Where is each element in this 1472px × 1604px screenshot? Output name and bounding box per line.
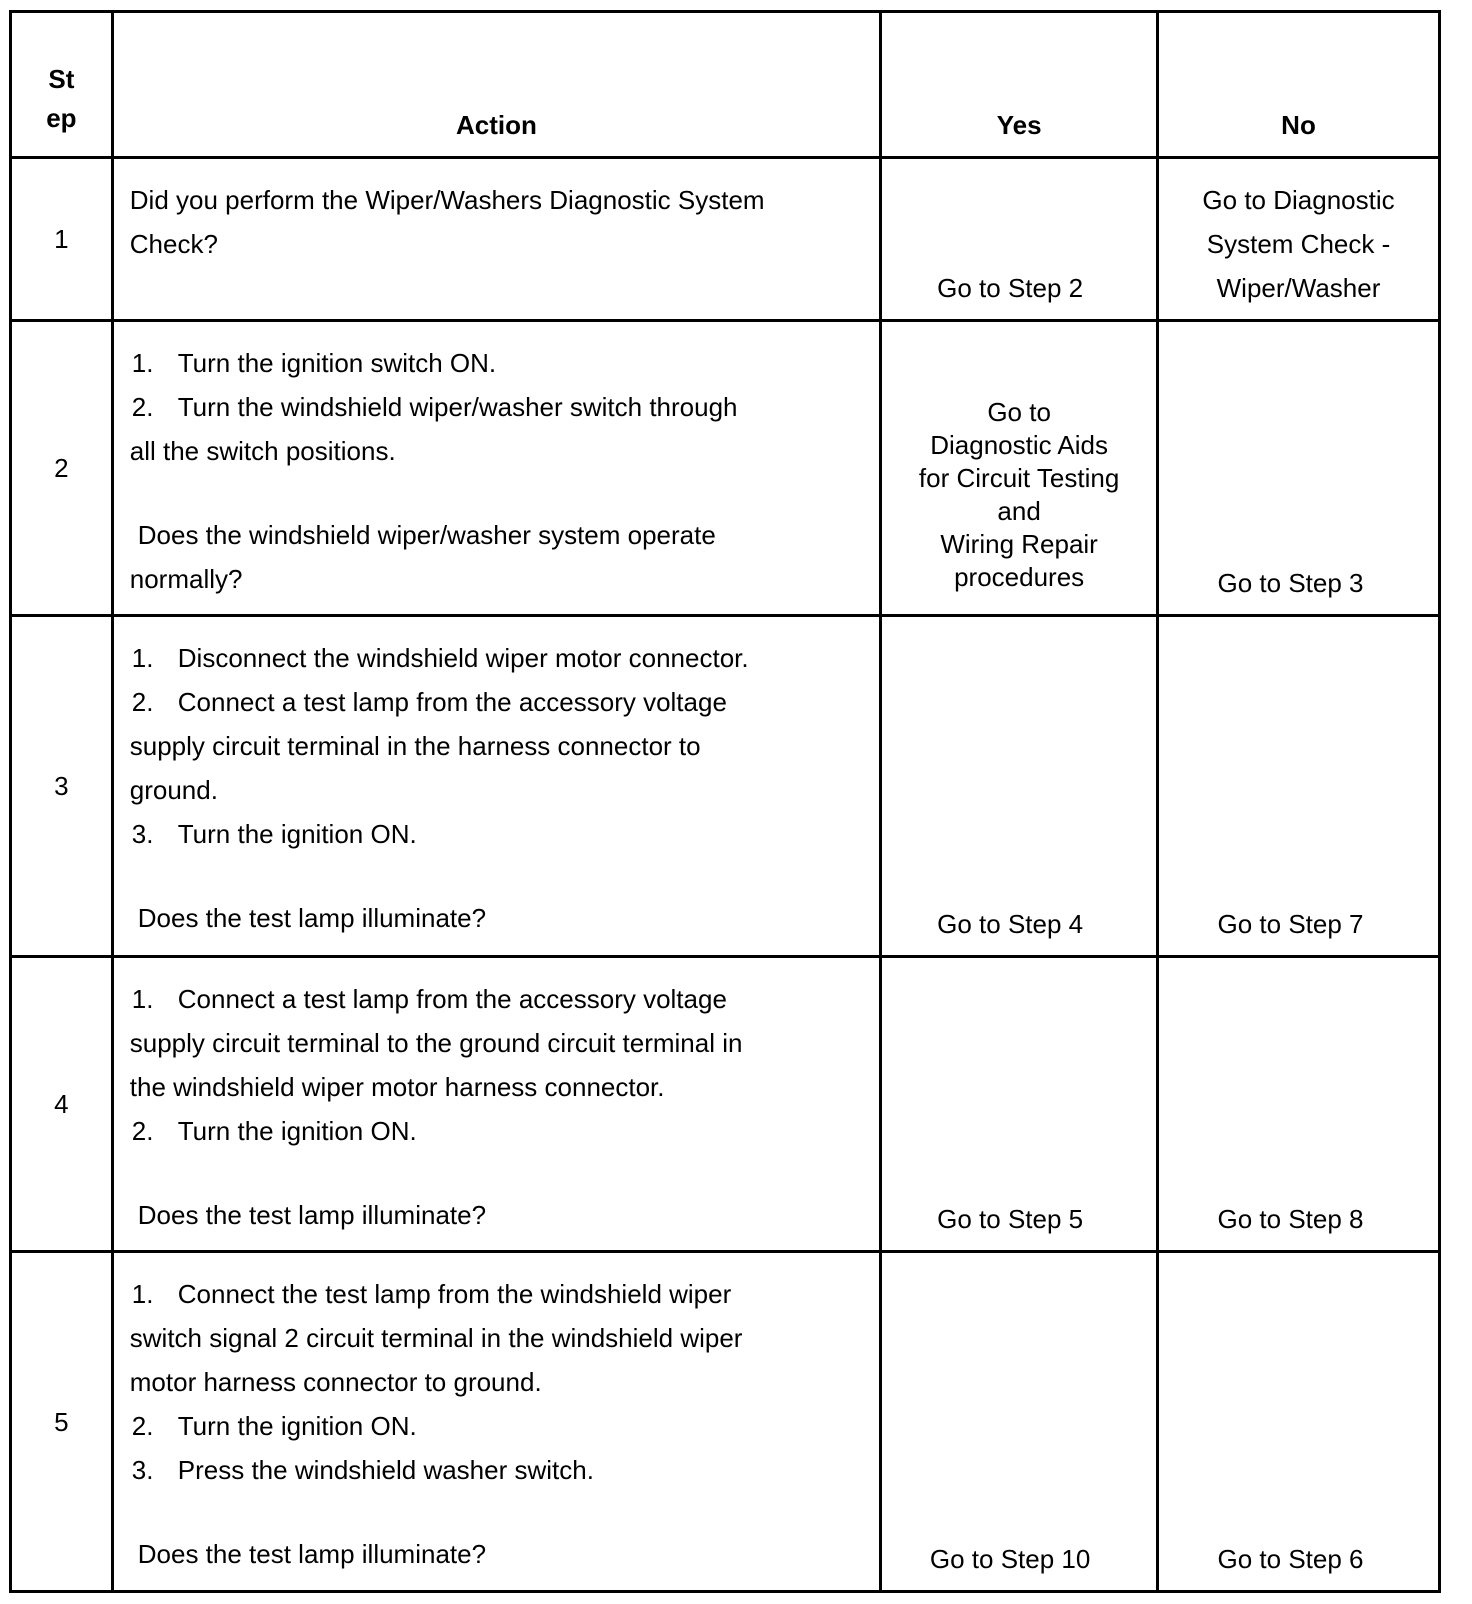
item-number: 1.	[131, 1279, 154, 1309]
diagnostic-table	[9, 10, 1441, 1593]
action-text: all the switch positions.	[129, 436, 396, 466]
action-item	[130, 1404, 809, 1448]
yes-text: Go to Step 4	[937, 909, 1084, 939]
yes-text-line: Wiring Repair	[940, 529, 1098, 559]
action-item	[130, 636, 809, 680]
yes-text-line: for Circuit Testing	[918, 463, 1120, 493]
item-number: 1.	[131, 984, 154, 1014]
question-text: normally?	[129, 564, 243, 594]
action-text: supply circuit terminal to the ground circuit terminal in	[129, 1028, 743, 1058]
yes-cell	[881, 321, 1158, 616]
item-number: 2.	[131, 1116, 154, 1146]
item-text: Connect a test lamp from the accessory voltage	[177, 984, 727, 1014]
yes-text-line: Diagnostic Aids	[930, 430, 1108, 460]
item-text: Disconnect the windshield wiper motor connector.	[177, 643, 749, 673]
yes-cell	[881, 957, 1158, 1252]
action-text: Did you perform the Wiper/Washers Diagnostic System	[129, 185, 765, 215]
question-text: Does the test lamp illuminate?	[137, 903, 487, 933]
no-cell	[1158, 1252, 1440, 1592]
yes-text	[882, 396, 1156, 594]
action-cell	[112, 158, 880, 321]
action-text: motor harness connector to ground.	[129, 1367, 542, 1397]
table-header-row	[11, 12, 1440, 158]
item-number: 1.	[131, 643, 154, 673]
action-item	[130, 1109, 809, 1153]
header-action: Action	[112, 12, 880, 158]
item-number: 2.	[131, 392, 154, 422]
item-text: Turn the ignition ON.	[177, 1116, 417, 1146]
yes-text: Go to Step 10	[929, 1544, 1091, 1574]
item-text: Turn the ignition ON.	[177, 819, 417, 849]
no-cell	[1158, 957, 1440, 1252]
item-text: Press the windshield washer switch.	[177, 1455, 594, 1485]
header-no: No	[1158, 12, 1440, 158]
table-row	[11, 616, 1440, 957]
step-number: 4	[11, 957, 113, 1252]
question-text: Does the windshield wiper/washer system operate	[137, 520, 716, 550]
action-item	[130, 812, 809, 856]
no-text	[1159, 159, 1438, 310]
item-number: 3.	[131, 819, 154, 849]
yes-cell	[881, 616, 1158, 957]
no-cell	[1158, 616, 1440, 957]
action-text: switch signal 2 circuit terminal in the windshield wiper	[129, 1323, 743, 1353]
step-number: 3	[11, 616, 113, 957]
yes-text-line: procedures	[954, 562, 1085, 592]
step-number: 1	[11, 158, 113, 321]
item-number: 2.	[131, 1411, 154, 1441]
action-item	[130, 680, 809, 724]
action-text: ground.	[129, 775, 218, 805]
action-item	[130, 1448, 809, 1492]
item-text: Connect a test lamp from the accessory voltage	[177, 687, 727, 717]
table-row	[11, 1252, 1440, 1592]
table-row	[11, 957, 1440, 1252]
item-number: 3.	[131, 1455, 154, 1485]
item-text: Turn the windshield wiper/washer switch through	[177, 392, 738, 422]
no-text-line: System Check -	[1206, 229, 1391, 259]
step-number: 2	[11, 321, 113, 616]
no-text: Go to Step 3	[1217, 568, 1364, 598]
table-row	[11, 158, 1440, 321]
action-item	[130, 385, 809, 429]
question-text: Does the test lamp illuminate?	[137, 1539, 487, 1569]
action-cell	[112, 957, 880, 1252]
action-item	[130, 1272, 809, 1316]
no-text-line: Go to Diagnostic	[1202, 185, 1395, 215]
item-number: 2.	[131, 687, 154, 717]
yes-text-line: Go to	[987, 397, 1051, 427]
yes-text-line: and	[997, 496, 1041, 526]
header-step	[11, 12, 113, 158]
action-item	[130, 341, 809, 385]
step-number: 5	[11, 1252, 113, 1592]
item-text: Turn the ignition ON.	[177, 1411, 417, 1441]
no-cell	[1158, 321, 1440, 616]
no-text: Go to Step 6	[1217, 1544, 1364, 1574]
yes-cell	[881, 158, 1158, 321]
yes-cell	[881, 1252, 1158, 1592]
item-text: Turn the ignition switch ON.	[177, 348, 497, 378]
action-text: Check?	[129, 229, 218, 259]
action-item	[130, 977, 809, 1021]
header-yes: Yes	[881, 12, 1158, 158]
no-text: Go to Step 7	[1217, 909, 1364, 939]
yes-text: Go to Step 2	[937, 273, 1084, 303]
question-text: Does the test lamp illuminate?	[137, 1200, 487, 1230]
header-step-line1: St	[48, 64, 75, 94]
no-text: Go to Step 8	[1217, 1204, 1364, 1234]
action-cell	[112, 616, 880, 957]
action-cell	[112, 321, 880, 616]
header-step-line2: ep	[46, 103, 77, 133]
no-cell	[1158, 158, 1440, 321]
table-row	[11, 321, 1440, 616]
item-number: 1.	[131, 348, 154, 378]
no-text-line: Wiper/Washer	[1216, 273, 1381, 303]
action-cell	[112, 1252, 880, 1592]
action-text: supply circuit terminal in the harness connector to	[129, 731, 701, 761]
action-text: the windshield wiper motor harness connector.	[129, 1072, 665, 1102]
item-text: Connect the test lamp from the windshield wiper	[177, 1279, 732, 1309]
yes-text: Go to Step 5	[937, 1204, 1084, 1234]
